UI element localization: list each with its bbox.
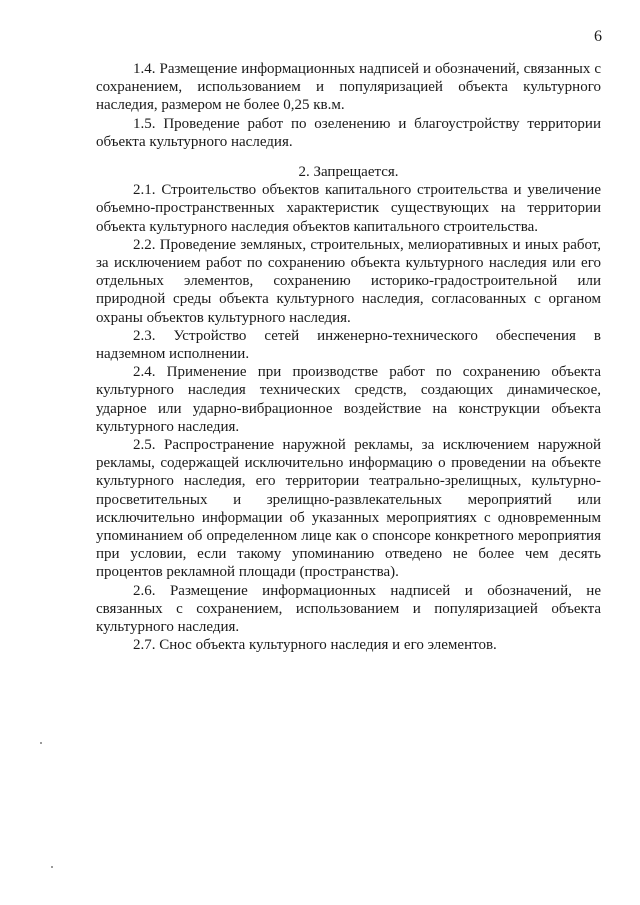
clause-2-1: 2.1. Строительство объектов капитального строительства и увеличение объемно-пространственных характеристик существующих на территории объекта культурного наследия объектов капитального строительства.	[96, 182, 601, 235]
clause-2-7: 2.7. Снос объекта культурного наследия и его элементов.	[133, 637, 497, 654]
clause-1-4: 1.4. Размещение информационных надписей и обозначений, связанных с сохранением, использованием и популяризацией объекта культурного наследия, размером не более 0,25 кв.м.	[96, 61, 601, 114]
clause-2-4: 2.4. Применение при производстве работ по сохранению объекта культурного наследия технических средств, создающих динамическое, ударное или ударно-вибрационное воздействие на конструкции объекта культурного наследия.	[96, 364, 601, 435]
clause-2-3: 2.3. Устройство сетей инженерно-технического обеспечения в надземном исполнении.	[96, 327, 601, 363]
clause-2-2: 2.2. Проведение земляных, строительных, мелиоративных и иных работ, за исключением работ по сохранению объекта культурного наследия или его отдельных элементов, сохранению историко-градостроительной или природной среды объекта культурного наследия, согласованных с органом охраны объектов культурного наследия.	[96, 236, 601, 326]
clause-2-6: 2.6. Размещение информационных надписей и обозначений, не связанных с сохранением, использованием и популяризацией объекта культурного наследия.	[96, 582, 601, 636]
document-body	[96, 60, 601, 655]
clause-2-5: 2.5. Распространение наружной рекламы, за исключением наружной рекламы, содержащей исключительно информацию о проведении на объекте культурного наследия, его территории театрально-зрелищных, культурно-просветительных и зрелищно-развлекательных мероприятий или исключительно информации об указанных мероприятиях с одновременным упоминанием об определенном лице как о спонсоре конкретного мероприятия при условии, если такому упоминанию отведено не более чем десять процентов рекламной площади (пространства).	[96, 437, 601, 581]
page-number: 6	[594, 28, 602, 45]
scan-artifact-mark	[40, 742, 42, 744]
scan-artifact-mark	[51, 866, 53, 868]
clause-1-5: 1.5. Проведение работ по озеленению и благоустройству территории объекта культурного наследия.	[96, 115, 601, 150]
section-heading-prohibited: 2. Запрещается.	[298, 164, 399, 181]
